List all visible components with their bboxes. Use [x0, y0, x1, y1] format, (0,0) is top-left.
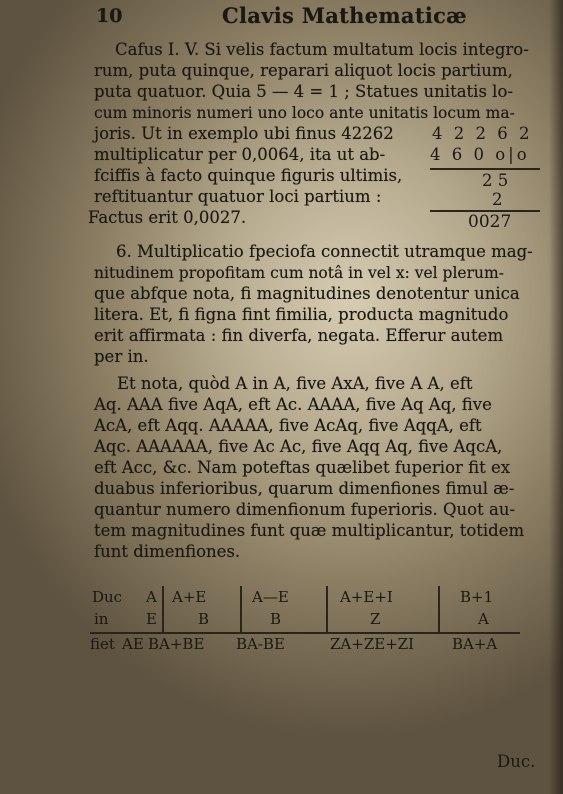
paragraph-1-line: joris. Ut in exemplo ubi finus 42262	[94, 124, 394, 143]
paragraph-2-line: 6. Multiplicatio fpeciofa connectit utramque mag-	[116, 242, 533, 261]
paragraph-3-line: Aq. AAA five AqA, eft Ac. AAAA, five Aq Aq, five	[94, 395, 492, 414]
table-cell: B+1	[460, 588, 494, 606]
paragraph-3-line: Et nota, quòd A in A, five AxA, five A A, eft	[117, 374, 473, 393]
paragraph-1-line: Cafus I. V. Si velis factum multatum locis integro-	[115, 40, 529, 59]
table-cell: BA+BE	[148, 635, 205, 653]
page-number: 10	[96, 5, 123, 27]
paragraph-2-line: nitudinem propofitam cum notâ in vel x: vel plerum-	[94, 264, 504, 282]
table-row-label-duc: Duc	[92, 588, 123, 606]
table-cell: BA-BE	[236, 635, 285, 653]
table-divider	[326, 586, 328, 632]
table-cell: B	[270, 610, 282, 628]
paragraph-3-line: eft Acc, &c. Nam poteftas quælibet fuperior fit ex	[94, 458, 511, 477]
paragraph-3-line: Aqc. AAAAAA, five Ac Ac, five Aqq Aq, five AqcA,	[94, 437, 503, 456]
paragraph-3-line: duabus inferioribus, quarum dimenfiones fimul æ-	[94, 479, 515, 498]
table-cell: ZA+ZE+ZI	[330, 635, 415, 653]
table-divider	[438, 586, 440, 632]
example-partial-1: 2 5	[482, 171, 509, 190]
example-partial-2: 2	[492, 190, 503, 209]
paragraph-2-line: per in.	[94, 347, 149, 366]
paragraph-1-line: Factus erit 0,0027.	[88, 208, 247, 227]
table-cell: A	[146, 588, 157, 606]
paragraph-1-line: puta quatuor. Quia 5 — 4 = 1 ; Statues unitatis lo-	[94, 82, 513, 101]
example-result: 0027	[468, 212, 512, 232]
example-multiplier: 4 6 0 o|o	[430, 145, 530, 164]
table-row-label-in: in	[94, 610, 109, 628]
table-cell: A+E	[172, 588, 207, 606]
example-multiplicand: 4 2 2 6 2	[432, 124, 533, 143]
paragraph-3-line: AcA, eft Aqq. AAAAA, five AcAq, five AqqA, eft	[94, 416, 482, 435]
table-divider	[162, 586, 164, 632]
table-divider	[240, 586, 242, 632]
paragraph-2-line: litera. Et, fi figna fint fimilia, producta magnitudo	[94, 305, 509, 324]
table-cell: E	[146, 610, 157, 628]
page-edge-shadow	[549, 0, 563, 794]
table-row-label-fiet: fiet	[90, 635, 115, 653]
table-rule	[90, 632, 520, 634]
paragraph-2-line: que abfque nota, fi magnitudines denotentur unica	[94, 284, 520, 303]
table-cell: Z	[370, 610, 381, 628]
table-cell: A+E+I	[340, 588, 393, 606]
paragraph-3-line: quantur numero dimenfionum fuperioris. Quot au-	[94, 500, 516, 519]
paragraph-1-line: rum, puta quinque, reparari aliquot locis partium,	[94, 61, 513, 80]
table-cell: AE	[122, 635, 144, 653]
catchword: Duc.	[497, 752, 536, 771]
example-rule	[430, 168, 540, 170]
paragraph-2-line: erit affirmata : fin diverfa, negata. Efferur autem	[94, 326, 504, 345]
paragraph-3-line: tem magnitudines funt quæ multiplicantur, totidem	[94, 521, 525, 540]
table-cell: B	[198, 610, 210, 628]
table-cell: A—E	[252, 588, 289, 606]
paragraph-1-line: multiplicatur per 0,0064, ita ut ab-	[94, 145, 386, 164]
running-title: Clavis Mathematicæ	[222, 3, 467, 28]
table-cell: A	[478, 610, 489, 628]
paragraph-1-line: fciffis à facto quinque figuris ultimis,	[94, 166, 403, 185]
paragraph-3-line: funt dimenfiones.	[94, 542, 241, 561]
paragraph-1-line: cum minoris numeri uno loco ante unitatis locum ma-	[94, 104, 515, 122]
table-cell: BA+A	[452, 635, 498, 653]
paragraph-1-line: reftituantur quatuor loci partium :	[94, 187, 382, 206]
